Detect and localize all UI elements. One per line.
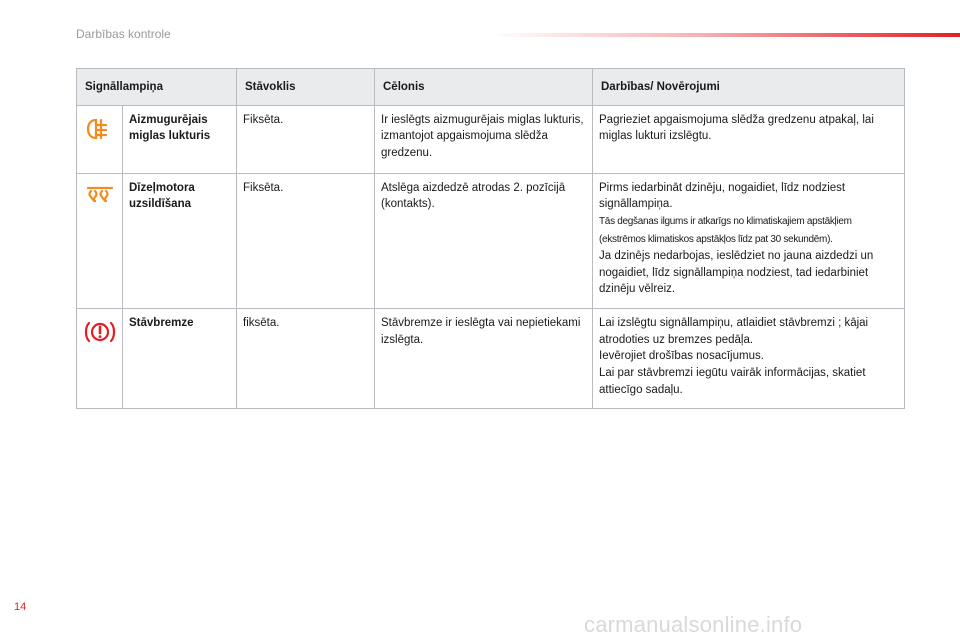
column-header-action: Darbības/ Novērojumi xyxy=(593,69,905,106)
action-text: Lai par stāvbremzi iegūtu vairāk informācijas, skatiet attiecīgo sadaļu. xyxy=(599,367,866,396)
lamp-action xyxy=(593,309,905,409)
watermark: carmanualsonline.info xyxy=(584,612,803,637)
table-row xyxy=(77,173,905,308)
lamp-cause: Stāvbremze ir ieslēgta vai nepietiekami izslēgta. xyxy=(375,309,593,409)
table-header-row xyxy=(77,69,905,106)
lamp-cause: Atslēga aizdedzē atrodas 2. pozīcijā (kontakts). xyxy=(375,173,593,308)
lamp-state: fiksēta. xyxy=(237,309,375,409)
lamp-name: Dīzeļmotora uzsildīšana xyxy=(123,173,237,308)
action-note: Tās degšanas ilgums ir atkarīgs no klimatiskajiem apstākļiem (ekstrēmos klimatiskos apstākļos līdz pat 30 sekundēm). xyxy=(599,216,852,245)
lamp-icon-cell xyxy=(77,173,123,308)
lamp-name: Stāvbremze xyxy=(123,309,237,409)
column-header-cause: Cēlonis xyxy=(375,69,593,106)
action-text: Pirms iedarbināt dzinēju, nogaidiet, līdz nodziest signāllampiņa. xyxy=(599,181,846,211)
lamp-state: Fiksēta. xyxy=(237,105,375,173)
action-text: Pagrieziet apgaismojuma slēdža gredzenu atpakaļ, lai miglas lukturi izslēgtu. xyxy=(599,113,874,143)
page-number: 14 xyxy=(14,601,27,613)
column-header-state: Stāvoklis xyxy=(237,69,375,106)
engine-preheating-icon xyxy=(86,184,114,204)
lamp-action xyxy=(593,105,905,173)
header-accent-bar xyxy=(490,33,960,37)
lamp-state: Fiksēta. xyxy=(237,173,375,308)
action-text: Lai izslēgtu signāllampiņu, atlaidiet stāvbremzi ; kājai atrodoties uz bremzes pedāļa. xyxy=(599,317,869,346)
action-text: Ievērojiet drošības nosacījumus. xyxy=(599,350,764,363)
parking-brake-icon xyxy=(83,319,117,345)
lamp-cause: Ir ieslēgts aizmugurējais miglas lukturis, izmantojot apgaismojuma slēdža gredzenu. xyxy=(375,105,593,173)
lamp-icon-cell xyxy=(77,105,123,173)
table-row xyxy=(77,105,905,173)
warning-lamps-table xyxy=(76,68,905,409)
rear-fog-lamp-icon xyxy=(86,116,114,142)
lamp-name: Aizmugurējais miglas lukturis xyxy=(123,105,237,173)
lamp-icon-cell xyxy=(77,309,123,409)
table-row xyxy=(77,309,905,409)
section-title: Darbības kontrole xyxy=(76,27,171,41)
column-header-lamp: Signāllampiņa xyxy=(77,69,237,106)
lamp-action xyxy=(593,173,905,308)
action-text: Ja dzinējs nedarbojas, ieslēdziet no jauna aizdedzi un nogaidiet, līdz signāllampiņa nodziest, tad iedarbiniet dzinēju vēlreiz. xyxy=(599,250,874,296)
